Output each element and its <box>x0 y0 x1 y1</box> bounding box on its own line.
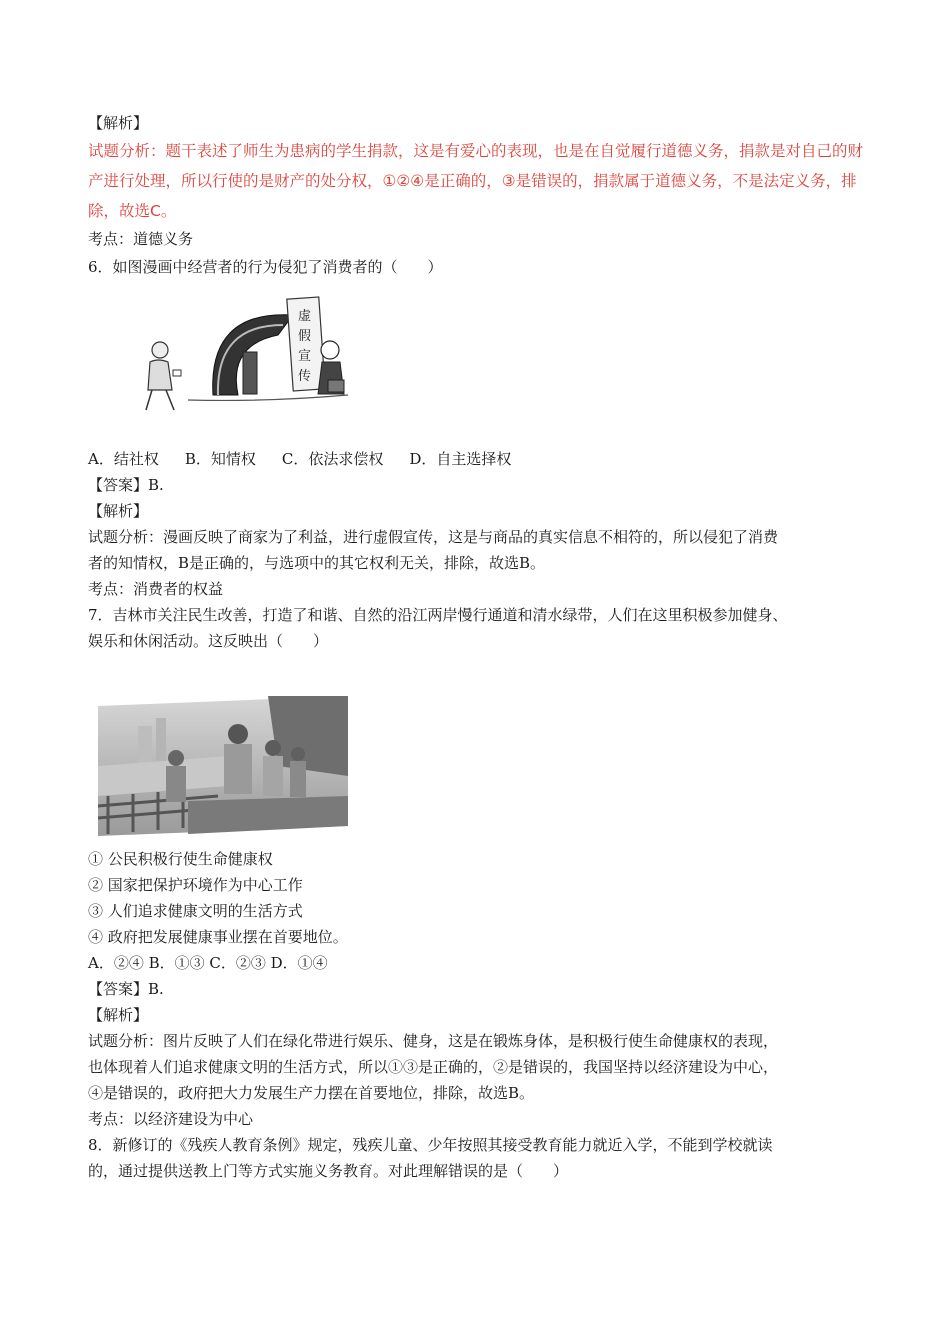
q5-analysis-heading: 【解析】 <box>88 114 149 132</box>
q5-kaodian: 考点：道德义务 <box>88 230 194 248</box>
q6-question: 6．如图漫画中经营者的行为侵犯了消费者的（ ） <box>88 258 443 276</box>
q6-analysis-heading: 【解析】 <box>88 502 149 520</box>
q7-options: A．②④ B．①③ C．②③ D．①④ <box>88 954 328 972</box>
document-page <box>88 110 863 1184</box>
q7-kaodian: 考点：以经济建设为中心 <box>88 1110 254 1128</box>
q7-answer: 【答案】B. <box>88 980 164 998</box>
q6-cartoon-sign-char-4: 传 <box>298 369 312 384</box>
q7-analysis-line-1: 试题分析：图片反映了人们在绿化带进行娱乐、健身，这是在锻炼身体，是积极行使生命健康权的表现， <box>88 1032 779 1050</box>
q6-option-b: B．知情权 <box>184 450 256 468</box>
q6-option-d: D．自主选择权 <box>409 450 512 468</box>
q7-analysis-heading: 【解析】 <box>88 1006 149 1024</box>
q6-option-c: C．依法求偿权 <box>281 450 384 468</box>
q7-analysis-line-3: ④是错误的，政府把大力发展生产力摆在首要地位，排除，故选B。 <box>88 1084 535 1102</box>
q8-question-line-1: 8．新修订的《残疾人教育条例》规定，残疾儿童、少年按照其接受教育能力就近入学，不能到学校就读 <box>88 1136 773 1154</box>
q8-question-line-2: 的，通过提供送教上门等方式实施义务教育。对此理解错误的是（ ） <box>88 1162 569 1180</box>
q6-answer: 【答案】B. <box>88 476 164 494</box>
q6-cartoon-sign-char-3: 宣 <box>298 349 312 364</box>
q7-photo-image <box>98 696 348 836</box>
q7-question-line-2: 娱乐和休闲活动。这反映出（ ） <box>88 632 329 650</box>
q6-option-a: A．结社权 <box>88 450 159 468</box>
q6-cartoon-image <box>118 290 358 440</box>
q7-question-line-1: 7．吉林市关注民生改善，打造了和谐、自然的沿江两岸慢行通道和清水绿带，人们在这里积极参加健身、 <box>88 606 788 624</box>
q7-statement-2: ② 国家把保护环境作为中心工作 <box>88 876 303 894</box>
q6-kaodian: 考点：消费者的权益 <box>88 580 224 598</box>
q7-statement-4: ④ 政府把发展健康事业摆在首要地位。 <box>88 928 348 946</box>
q6-cartoon-sign-char-1: 虚 <box>298 309 312 324</box>
q6-analysis-line-2: 者的知情权，B是正确的，与选项中的其它权利无关，排除，故选B。 <box>88 554 546 572</box>
q6-options <box>88 446 863 472</box>
q7-statement-1: ① 公民积极行使生命健康权 <box>88 850 273 868</box>
q6-analysis-line-1: 试题分析：漫画反映了商家为了利益，进行虚假宣传，这是与商品的真实信息不相符的，所以侵犯了消费 <box>88 528 779 546</box>
q5-analysis-text: 试题分析：题干表述了师生为患病的学生捐款，这是有爱心的表现，也是在自觉履行道德义务，捐款是对自己的财产进行处理，所以行使的是财产的处分权，①②④是正确的，③是错误的，捐款属于道德义务，不是法定义务，排除，故选C。 <box>88 142 864 220</box>
q7-statement-3: ③ 人们追求健康文明的生活方式 <box>88 902 303 920</box>
q7-analysis-line-2: 也体现着人们追求健康文明的生活方式，所以①③是正确的，②是错误的，我国坚持以经济建设为中心， <box>88 1058 779 1076</box>
q6-cartoon-sign-char-2: 假 <box>298 329 312 344</box>
